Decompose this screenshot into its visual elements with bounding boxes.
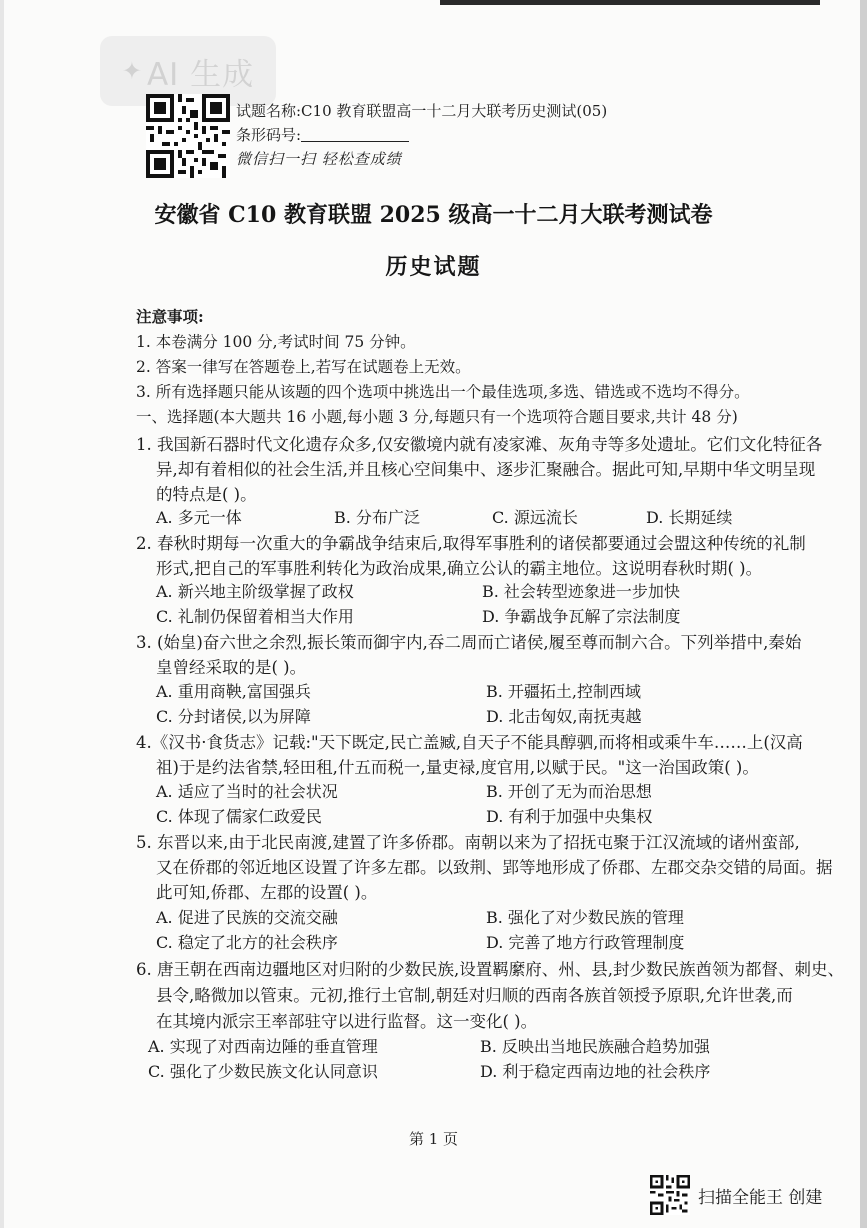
notice-heading: 注意事项: <box>136 307 204 326</box>
question-4-option-c: C. 体现了儒家仁政爱民 <box>156 807 322 826</box>
qr-code-icon <box>146 94 230 178</box>
notice-item: 1. 本卷满分 100 分,考试时间 75 分钟。 <box>136 333 416 351</box>
question-1-option-b: B. 分布广泛 <box>334 508 420 527</box>
notice-item: 2. 答案一律写在答题卷上,若写在试题卷上无效。 <box>136 358 471 376</box>
section-heading: 一、选择题(本大题共 16 小题,每小题 3 分,每题只有一个选项符合题目要求,共计 48 分) <box>136 408 738 426</box>
question-1-line: 异,却有着相似的社会生活,并且核心空间集中、逐步汇聚融合。据此可知,早期中华文明呈现 <box>156 460 816 479</box>
question-5-line: 又在侨郡的邻近地区设置了许多左郡。以致荆、郢等地形成了侨郡、左郡交杂交错的局面。据 <box>156 858 833 877</box>
scanner-text: 扫描全能王 创建 <box>698 1187 823 1208</box>
question-6-option-a: A. 实现了对西南边陲的垂直管理 <box>148 1037 378 1056</box>
question-5-option-b: B. 强化了对少数民族的管理 <box>486 908 684 927</box>
question-1-line: 1. 我国新石器时代文化遗存众多,仅安徽境内就有凌家滩、灰角寺等多处遗址。它们文化特征各 <box>136 435 823 454</box>
question-1-option-c: C. 源远流长 <box>492 508 578 527</box>
barcode-field <box>236 124 409 145</box>
question-2-line: 2. 春秋时期每一次重大的争霸战争结束后,取得军事胜利的诸侯都要通过会盟这种传统的礼制 <box>136 534 806 553</box>
scan-edge-left <box>0 0 4 1228</box>
barcode-label: 条形码号: <box>236 126 302 144</box>
question-2-option-c: C. 礼制仍保留着相当大作用 <box>156 607 354 626</box>
question-6-line: 6. 唐王朝在西南边疆地区对归附的少数民族,设置羁縻府、州、县,封少数民族酋领为都督、刺史、 <box>136 960 844 979</box>
question-1-option-a: A. 多元一体 <box>156 508 242 527</box>
scanner-watermark <box>650 1172 822 1218</box>
question-5-option-c: C. 稳定了北方的社会秩序 <box>156 933 338 952</box>
question-1-line: 的特点是( )。 <box>156 485 257 504</box>
question-3-line: 3. (始皇)奋六世之余烈,振长策而御宇内,吞二周而亡诸侯,履至尊而制六合。下列举措中,秦始 <box>136 633 802 652</box>
question-5-line: 此可知,侨郡、左郡的设置( )。 <box>156 883 378 902</box>
question-6-line: 在其境内派宗王率部驻守以进行监督。这一变化( )。 <box>156 1012 538 1031</box>
question-2-option-d: D. 争霸战争瓦解了宗法制度 <box>482 607 681 626</box>
sparkle-icon: ✦ <box>121 57 143 85</box>
question-4-option-b: B. 开创了无为而治思想 <box>486 782 652 801</box>
scan-hint: 微信扫一扫 轻松查成绩 <box>236 150 402 168</box>
subject-title: 历史试题 <box>385 254 482 280</box>
question-6-option-c: C. 强化了少数民族文化认同意识 <box>148 1062 378 1081</box>
question-3-option-b: B. 开疆拓土,控制西域 <box>486 682 642 701</box>
scan-edge-top <box>440 0 820 5</box>
exam-name: 试题名称:C10 教育联盟高一十二月大联考历史测试(05) <box>236 102 608 120</box>
question-3-option-c: C. 分封诸侯,以为屏障 <box>156 707 311 726</box>
barcode-blank-line <box>301 127 409 142</box>
question-1-option-d: D. 长期延续 <box>646 508 733 527</box>
scan-edge-right <box>860 0 867 1228</box>
question-3-option-a: A. 重用商鞅,富国强兵 <box>156 682 311 701</box>
question-4-option-a: A. 适应了当时的社会状况 <box>156 782 338 801</box>
question-4-option-d: D. 有利于加强中央集权 <box>486 807 653 826</box>
question-4-line: 祖)于是约法省禁,轻田租,什五而税一,量吏禄,度官用,以赋于民。"这一治国政策( )。 <box>156 758 759 777</box>
question-2-option-b: B. 社会转型迹象进一步加快 <box>482 582 680 601</box>
notice-item: 3. 所有选择题只能从该题的四个选项中挑选出一个最佳选项,多选、错选或不选均不得分。 <box>136 383 750 401</box>
question-2-option-a: A. 新兴地主阶级掌握了政权 <box>156 582 354 601</box>
question-3-line: 皇曾经采取的是( )。 <box>156 658 307 677</box>
watermark-text: AI 生成 <box>146 56 255 93</box>
question-2-line: 形式,把自己的军事胜利转化为政治成果,确立公认的霸主地位。这说明春秋时期( )。 <box>156 559 763 578</box>
question-5-option-a: A. 促进了民族的交流交融 <box>156 908 338 927</box>
page-title: 安徽省 C10 教育联盟 2025 级高一十二月大联考测试卷 <box>154 202 713 228</box>
qr-code-icon <box>650 1175 690 1215</box>
question-5-line: 5. 东晋以来,由于北民南渡,建置了许多侨郡。南朝以来为了招抚屯聚于江汉流域的诸州蛮部, <box>136 833 800 852</box>
question-6-option-d: D. 利于稳定西南边地的社会秩序 <box>480 1062 711 1081</box>
question-6-line: 县令,略微加以管束。元初,推行土官制,朝廷对归顺的西南各族首领授予原职,允许世袭,而 <box>156 986 793 1005</box>
question-5-option-d: D. 完善了地方行政管理制度 <box>486 933 685 952</box>
question-4-line: 4.《汉书·食货志》记载:"天下既定,民亡盖臧,自天子不能具醇驷,而将相或乘牛车……上(汉高 <box>136 733 803 752</box>
question-3-option-d: D. 北击匈奴,南抚夷越 <box>486 707 642 726</box>
question-6-option-b: B. 反映出当地民族融合趋势加强 <box>480 1037 710 1056</box>
page-number: 第 1 页 <box>408 1130 459 1148</box>
